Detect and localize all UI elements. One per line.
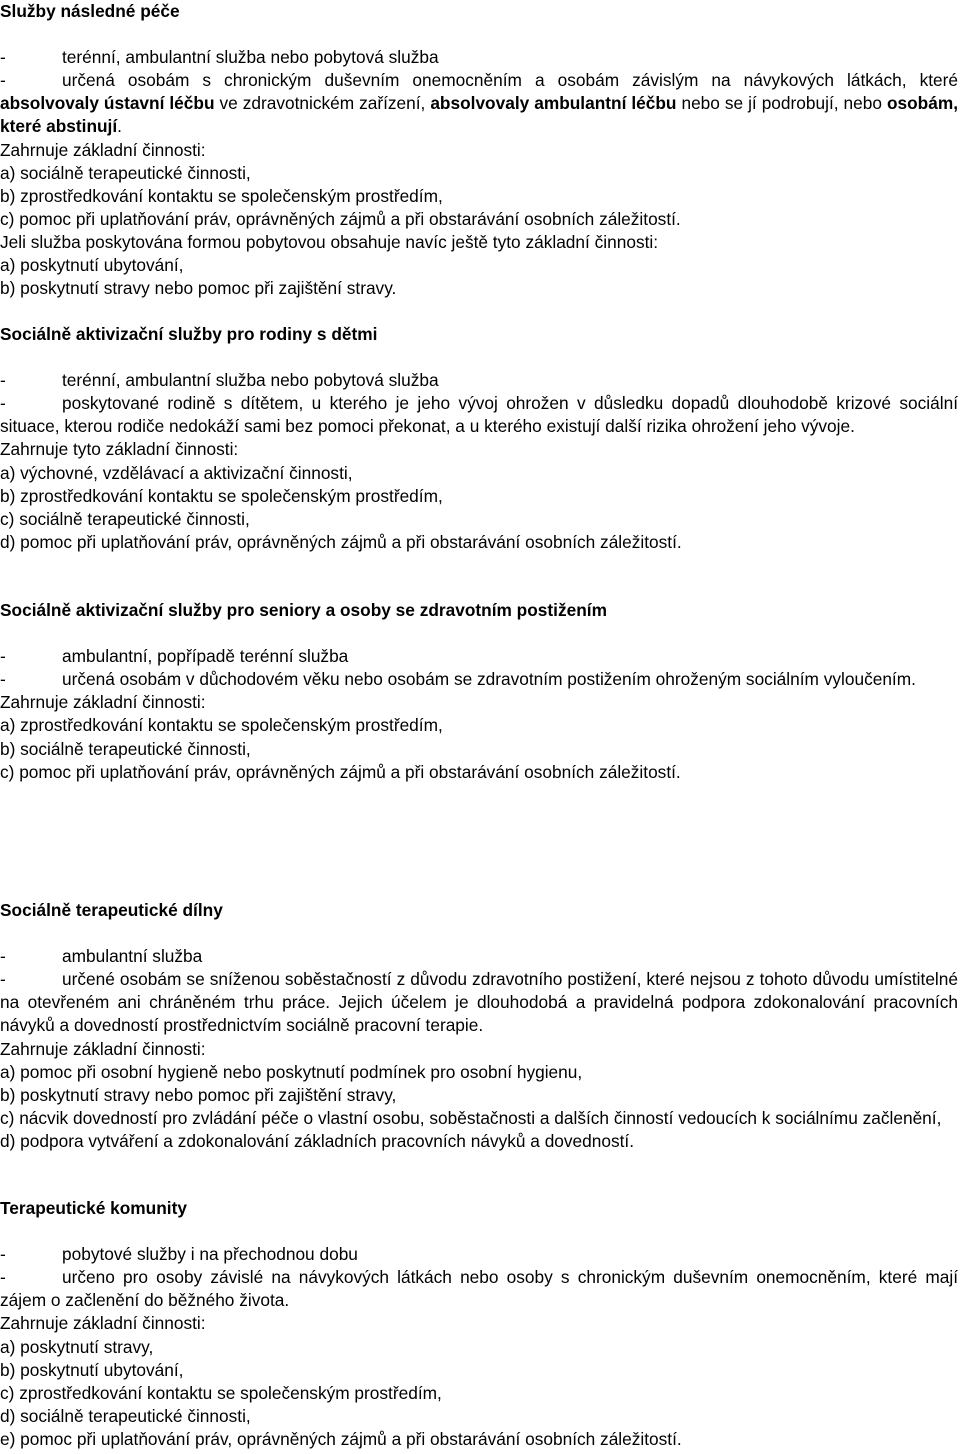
- service-type-line: - ambulantní, popřípadě terénní služba: [0, 646, 349, 667]
- activity-item: c) zprostředkování kontaktu se společenským prostředím,: [0, 1382, 442, 1403]
- section-seniori-a-osoby-se-zp: [0, 599, 958, 784]
- activity-item: d) podpora vytváření a zdokonalování základních pracovních návyků a dovedností.: [0, 1130, 635, 1151]
- extra-activity-item: b) poskytnutí stravy nebo pomoc při zajištění stravy.: [0, 278, 397, 299]
- activity-item: c) pomoc při uplatňování práv, oprávněných zájmů a při obstarávání osobních záležitostí.: [0, 208, 681, 229]
- activity-item: a) poskytnutí stravy,: [0, 1336, 154, 1357]
- service-type-line: - terénní, ambulantní služba nebo pobytová služba: [0, 370, 439, 391]
- activities-intro: Zahrnuje základní činnosti:: [0, 139, 206, 160]
- activity-item: b) poskytnutí ubytování,: [0, 1359, 184, 1380]
- activity-item: a) výchovné, vzdělávací a aktivizační činnosti,: [0, 462, 353, 483]
- section-heading: Terapeutické komunity: [0, 1198, 187, 1218]
- extra-activities-intro: Jeli služba poskytována formou pobytovou obsahuje navíc ještě tyto základní činnosti:: [0, 231, 659, 252]
- activity-item: a) zprostředkování kontaktu se společenským prostředím,: [0, 715, 443, 736]
- section-heading: Sociálně aktivizační služby pro rodiny s dětmi: [0, 324, 378, 344]
- target-group-paragraph: - poskytované rodině s dítětem, u kterého je jeho vývoj ohrožen v důsledku dopadů dlouhodobě krizové sociální situace, kterou rodiče nedokáží sami bez pomoci překonat, a u kterého existují další rizika ohrožení jeho vývoje.: [0, 393, 958, 437]
- activity-item: b) zprostředkování kontaktu se společenským prostředím,: [0, 485, 443, 506]
- activity-item: a) sociálně terapeutické činnosti,: [0, 162, 251, 183]
- activity-item: b) poskytnutí stravy nebo pomoc při zajištění stravy,: [0, 1084, 397, 1105]
- activity-item: b) zprostředkování kontaktu se společenským prostředím,: [0, 185, 443, 206]
- activity-item: a) pomoc při osobní hygieně nebo poskytnutí podmínek pro osobní hygienu,: [0, 1061, 583, 1082]
- activities-intro: Zahrnuje základní činnosti:: [0, 692, 206, 713]
- activity-item: c) pomoc při uplatňování práv, oprávněných zájmů a při obstarávání osobních záležitostí.: [0, 761, 681, 782]
- activities-intro: Zahrnuje základní činnosti:: [0, 1038, 206, 1059]
- activity-item: d) pomoc při uplatňování práv, oprávněných zájmů a při obstarávání osobních záležitostí.: [0, 531, 682, 552]
- section-heading: Sociálně terapeutické dílny: [0, 900, 223, 920]
- target-group-paragraph: - určené osobám se sníženou soběstačností z důvodu zdravotního postižení, které nejsou z tohoto důvodu umístitelné na otevřeném ani chráněném trhu práce. Jejich účelem je dlouhodobá a pravidelná podpora zdokonalování pracovních návyků a dovedností prostřednictvím sociálně pracovní terapie.: [0, 969, 958, 1036]
- section-sluzby-nasledne-pece: [0, 0, 958, 300]
- target-group-paragraph: - určená osobám v důchodovém věku nebo osobám se zdravotním postižením ohroženým sociálním vyloučením.: [0, 669, 916, 690]
- target-group-paragraph: - určená osobám s chronickým duševním onemocněním a osobám závislým na návykových látkách, které absolvovaly ústavní léčbu ve zdravotnickém zařízení, absolvovaly ambulantní léčbu nebo se jí podrobují, nebo osobám, které abstinují.: [0, 70, 958, 137]
- activity-item: c) sociálně terapeutické činnosti,: [0, 508, 250, 529]
- extra-activity-item: a) poskytnutí ubytování,: [0, 255, 184, 276]
- activity-item: b) sociálně terapeutické činnosti,: [0, 738, 251, 759]
- section-socialne-terapeuticke-dilny: [0, 899, 958, 1153]
- activity-item: e) pomoc při uplatňování práv, oprávněných zájmů a při obstarávání osobních záležitostí.: [0, 1428, 682, 1449]
- section-rodiny-s-detmi: [0, 323, 958, 554]
- section-heading: Sociálně aktivizační služby pro seniory a osoby se zdravotním postižením: [0, 600, 607, 620]
- service-type-line: - pobytové služby i na přechodnou dobu: [0, 1244, 358, 1265]
- activities-intro: Zahrnuje tyto základní činnosti:: [0, 439, 239, 460]
- activity-item: c) nácvik dovedností pro zvládání péče o vlastní osobu, soběstačnosti a dalších činností vedoucích k sociálnímu začlenění,: [0, 1107, 942, 1128]
- service-type-line: - ambulantní služba: [0, 946, 203, 967]
- section-terapeuticke-komunity: [0, 1197, 958, 1451]
- activity-item: d) sociálně terapeutické činnosti,: [0, 1405, 251, 1426]
- activities-intro: Zahrnuje základní činnosti:: [0, 1313, 206, 1334]
- section-heading: Služby následné péče: [0, 1, 180, 21]
- service-type-line: - terénní, ambulantní služba nebo pobytová služba: [0, 47, 439, 68]
- target-group-paragraph: - určeno pro osoby závislé na návykových látkách nebo osoby s chronickým duševním onemocněním, které mají zájem o začlenění do běžného života.: [0, 1267, 958, 1311]
